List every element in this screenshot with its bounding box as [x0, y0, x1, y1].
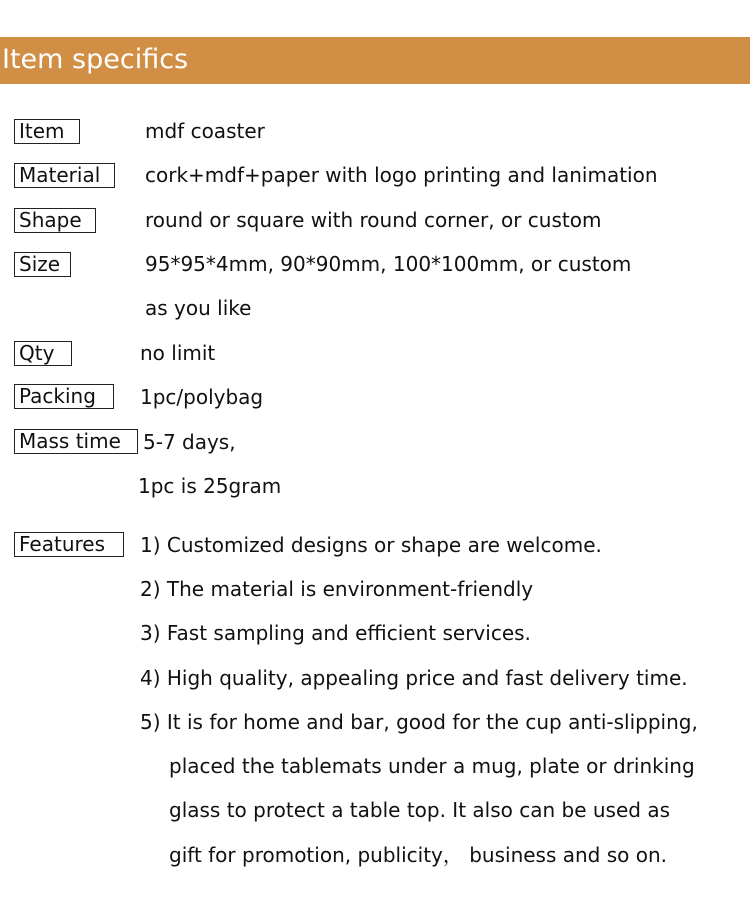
spec-value-weight: 1pc is 25gram	[138, 474, 282, 498]
spec-label-item: Item	[14, 119, 80, 144]
spec-value-packing: 1pc/polybag	[140, 385, 264, 409]
feature-item-continued: glass to protect a table top. It also can be used as	[169, 798, 671, 822]
feature-item: 1) Customized designs or shape are welcome.	[140, 533, 602, 557]
features-label: Features	[14, 532, 124, 557]
feature-item: 2) The material is environment-friendly	[140, 577, 534, 601]
spec-value-item: mdf coaster	[145, 119, 265, 143]
spec-value-qty: no limit	[140, 341, 216, 365]
spec-label-size: Size	[14, 252, 71, 277]
spec-label-packing: Packing	[14, 384, 114, 409]
feature-item-continued: placed the tablemats under a mug, plate or drinking	[169, 754, 695, 778]
spec-value-size: 95*95*4mm, 90*90mm, 100*100mm, or custom	[145, 252, 632, 276]
spec-value-size-continued: as you like	[145, 296, 252, 320]
spec-label-qty: Qty	[14, 341, 72, 366]
spec-value-mass-time: 5-7 days,	[143, 430, 236, 454]
spec-value-shape: round or square with round corner, or custom	[145, 208, 602, 232]
feature-item-continued: gift for promotion, publicity， business and so on.	[169, 843, 668, 867]
feature-item: 5) It is for home and bar, good for the cup anti-slipping,	[140, 710, 698, 734]
spec-label-shape: Shape	[14, 208, 96, 233]
spec-label-material: Material	[14, 163, 115, 188]
feature-item: 3) Fast sampling and efficient services.	[140, 621, 531, 645]
spec-label-mass-time: Mass time	[14, 429, 138, 454]
feature-item: 4) High quality, appealing price and fast delivery time.	[140, 666, 688, 690]
section-header-bar	[0, 37, 750, 84]
spec-value-material: cork+mdf+paper with logo printing and lanimation	[145, 163, 658, 187]
section-title: Item specifics	[2, 44, 189, 75]
